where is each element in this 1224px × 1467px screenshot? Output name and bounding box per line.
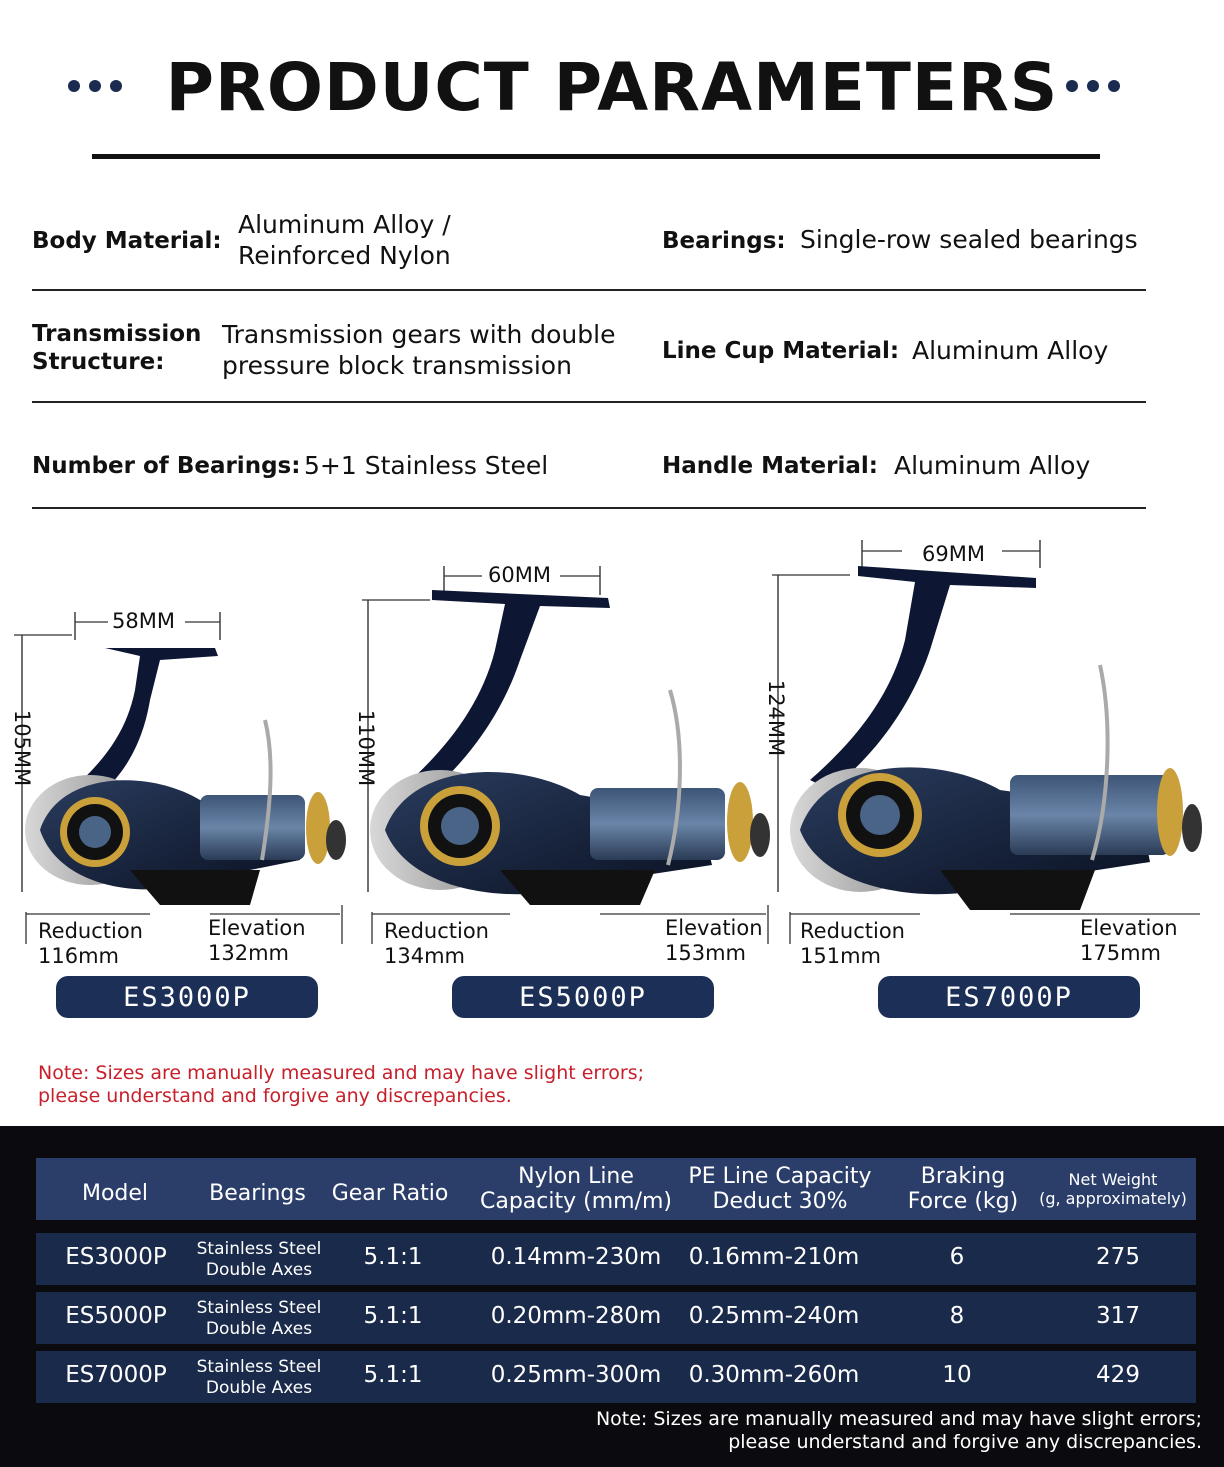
cell-model: ES3000P: [65, 1244, 167, 1270]
es3000p-reduction-label: Reduction: [38, 919, 143, 943]
es3000p-model-badge: ES3000P: [56, 976, 318, 1018]
cell-pe: 0.16mm-210m: [688, 1244, 860, 1270]
cell-braking: 6: [949, 1244, 965, 1270]
page-title: PRODUCT PARAMETERS: [165, 49, 1059, 126]
cell-braking: 8: [949, 1303, 965, 1329]
es5000p-reduction-value: 134mm: [384, 944, 465, 968]
cell-nylon: 0.20mm-280m: [490, 1303, 662, 1329]
table-note: [596, 1408, 1202, 1454]
reel-es7000p-graphic: [772, 540, 1202, 944]
es3000p-width-label: 58MM: [112, 609, 175, 633]
num-bearings-label: Number of Bearings:: [32, 453, 301, 479]
cell-nylon: 0.14mm-230m: [490, 1244, 662, 1270]
reel-es3000p-graphic: [14, 612, 346, 944]
th-pe-line1: PE Line Capacity: [688, 1164, 872, 1189]
th-nylon-line2: Capacity (mm/m): [479, 1189, 672, 1214]
cell-gear-ratio: 5.1:1: [363, 1303, 423, 1329]
table-note-line2: please understand and forgive any discrepancies.: [728, 1431, 1202, 1453]
bearings-value: Single-row sealed bearings: [800, 225, 1138, 254]
table-note-line1: Note: Sizes are manually measured and may have slight errors;: [595, 1408, 1202, 1430]
es5000p-width-label: 60MM: [488, 563, 551, 587]
transmission-value-1: Transmission gears with double: [222, 320, 616, 349]
th-pe-line2: Deduct 30%: [712, 1189, 848, 1214]
cell-weight: 275: [1096, 1244, 1140, 1270]
th-braking-line2: Force (kg): [907, 1189, 1019, 1214]
es3000p-elevation-value: 132mm: [208, 941, 289, 965]
transmission-label-2: Structure:: [32, 349, 165, 375]
handle-value: Aluminum Alloy: [894, 451, 1091, 480]
cell-bearings-line2: Double Axes: [205, 1319, 313, 1339]
es3000p-height-label: 105MM: [10, 709, 34, 787]
th-weight-line1: Net Weight: [1068, 1170, 1158, 1189]
measurement-note-line2: please understand and forgive any discrepancies.: [38, 1085, 512, 1107]
th-braking-line1: Braking: [920, 1164, 1006, 1189]
line-cup-label: Line Cup Material:: [662, 338, 900, 364]
body-material-label: Body Material:: [32, 228, 222, 254]
title-underline: [92, 154, 1100, 159]
measurement-note: [38, 1062, 644, 1108]
body-material-value-1: Aluminum Alloy /: [238, 210, 451, 239]
cell-bearings-line1: Stainless Steel: [196, 1298, 322, 1318]
es7000p-height-label: 124MM: [764, 679, 788, 757]
reel-illustrations: [0, 520, 1224, 980]
es3000p-elevation-label: Elevation: [208, 916, 306, 940]
cell-braking: 10: [942, 1362, 972, 1388]
bearings-label: Bearings:: [662, 228, 786, 254]
spec-divider-2: [32, 401, 1146, 403]
th-gear-ratio: Gear Ratio: [331, 1181, 449, 1206]
es5000p-reduction-label: Reduction: [384, 919, 489, 943]
transmission-value-2: pressure block transmission: [222, 351, 572, 380]
handle-label: Handle Material:: [662, 453, 878, 479]
spec-divider-1: [32, 289, 1146, 291]
transmission-label-1: Transmission: [32, 321, 202, 347]
reel-es5000p-graphic: [362, 566, 770, 944]
es5000p-height-label: 110MM: [354, 709, 378, 787]
th-bearings: Bearings: [209, 1181, 306, 1206]
es5000p-elevation-label: Elevation: [665, 916, 763, 940]
es7000p-reduction-value: 151mm: [800, 944, 881, 968]
cell-model: ES7000P: [65, 1362, 167, 1388]
th-nylon-line1: Nylon Line: [518, 1164, 634, 1189]
es3000p-reduction-value: 116mm: [38, 944, 119, 968]
cell-bearings-line2: Double Axes: [205, 1260, 313, 1280]
cell-pe: 0.30mm-260m: [688, 1362, 860, 1388]
es7000p-elevation-value: 175mm: [1080, 941, 1161, 965]
cell-bearings-line1: Stainless Steel: [196, 1239, 322, 1259]
num-bearings-value: 5+1 Stainless Steel: [304, 451, 549, 480]
th-model: Model: [81, 1181, 149, 1206]
es7000p-width-label: 69MM: [922, 542, 985, 566]
th-weight-line2: (g, approximately): [1039, 1189, 1187, 1208]
cell-gear-ratio: 5.1:1: [363, 1244, 423, 1270]
right-dots-decoration: [1066, 80, 1120, 92]
es5000p-elevation-value: 153mm: [665, 941, 746, 965]
es5000p-model-badge: ES5000P: [452, 976, 714, 1018]
cell-nylon: 0.25mm-300m: [490, 1362, 662, 1388]
es7000p-reduction-label: Reduction: [800, 919, 905, 943]
cell-bearings-line1: Stainless Steel: [196, 1357, 322, 1377]
es7000p-model-badge: ES7000P: [878, 976, 1140, 1018]
line-cup-value: Aluminum Alloy: [912, 336, 1109, 365]
cell-bearings-line2: Double Axes: [205, 1378, 313, 1398]
cell-pe: 0.25mm-240m: [688, 1303, 860, 1329]
es7000p-elevation-label: Elevation: [1080, 916, 1178, 940]
cell-weight: 317: [1096, 1303, 1140, 1329]
measurement-note-line1: Note: Sizes are manually measured and may have slight errors;: [38, 1062, 645, 1084]
spec-divider-3: [32, 507, 1146, 509]
cell-model: ES5000P: [65, 1303, 167, 1329]
cell-weight: 429: [1096, 1362, 1140, 1388]
body-material-value-2: Reinforced Nylon: [238, 241, 451, 270]
cell-gear-ratio: 5.1:1: [363, 1362, 423, 1388]
